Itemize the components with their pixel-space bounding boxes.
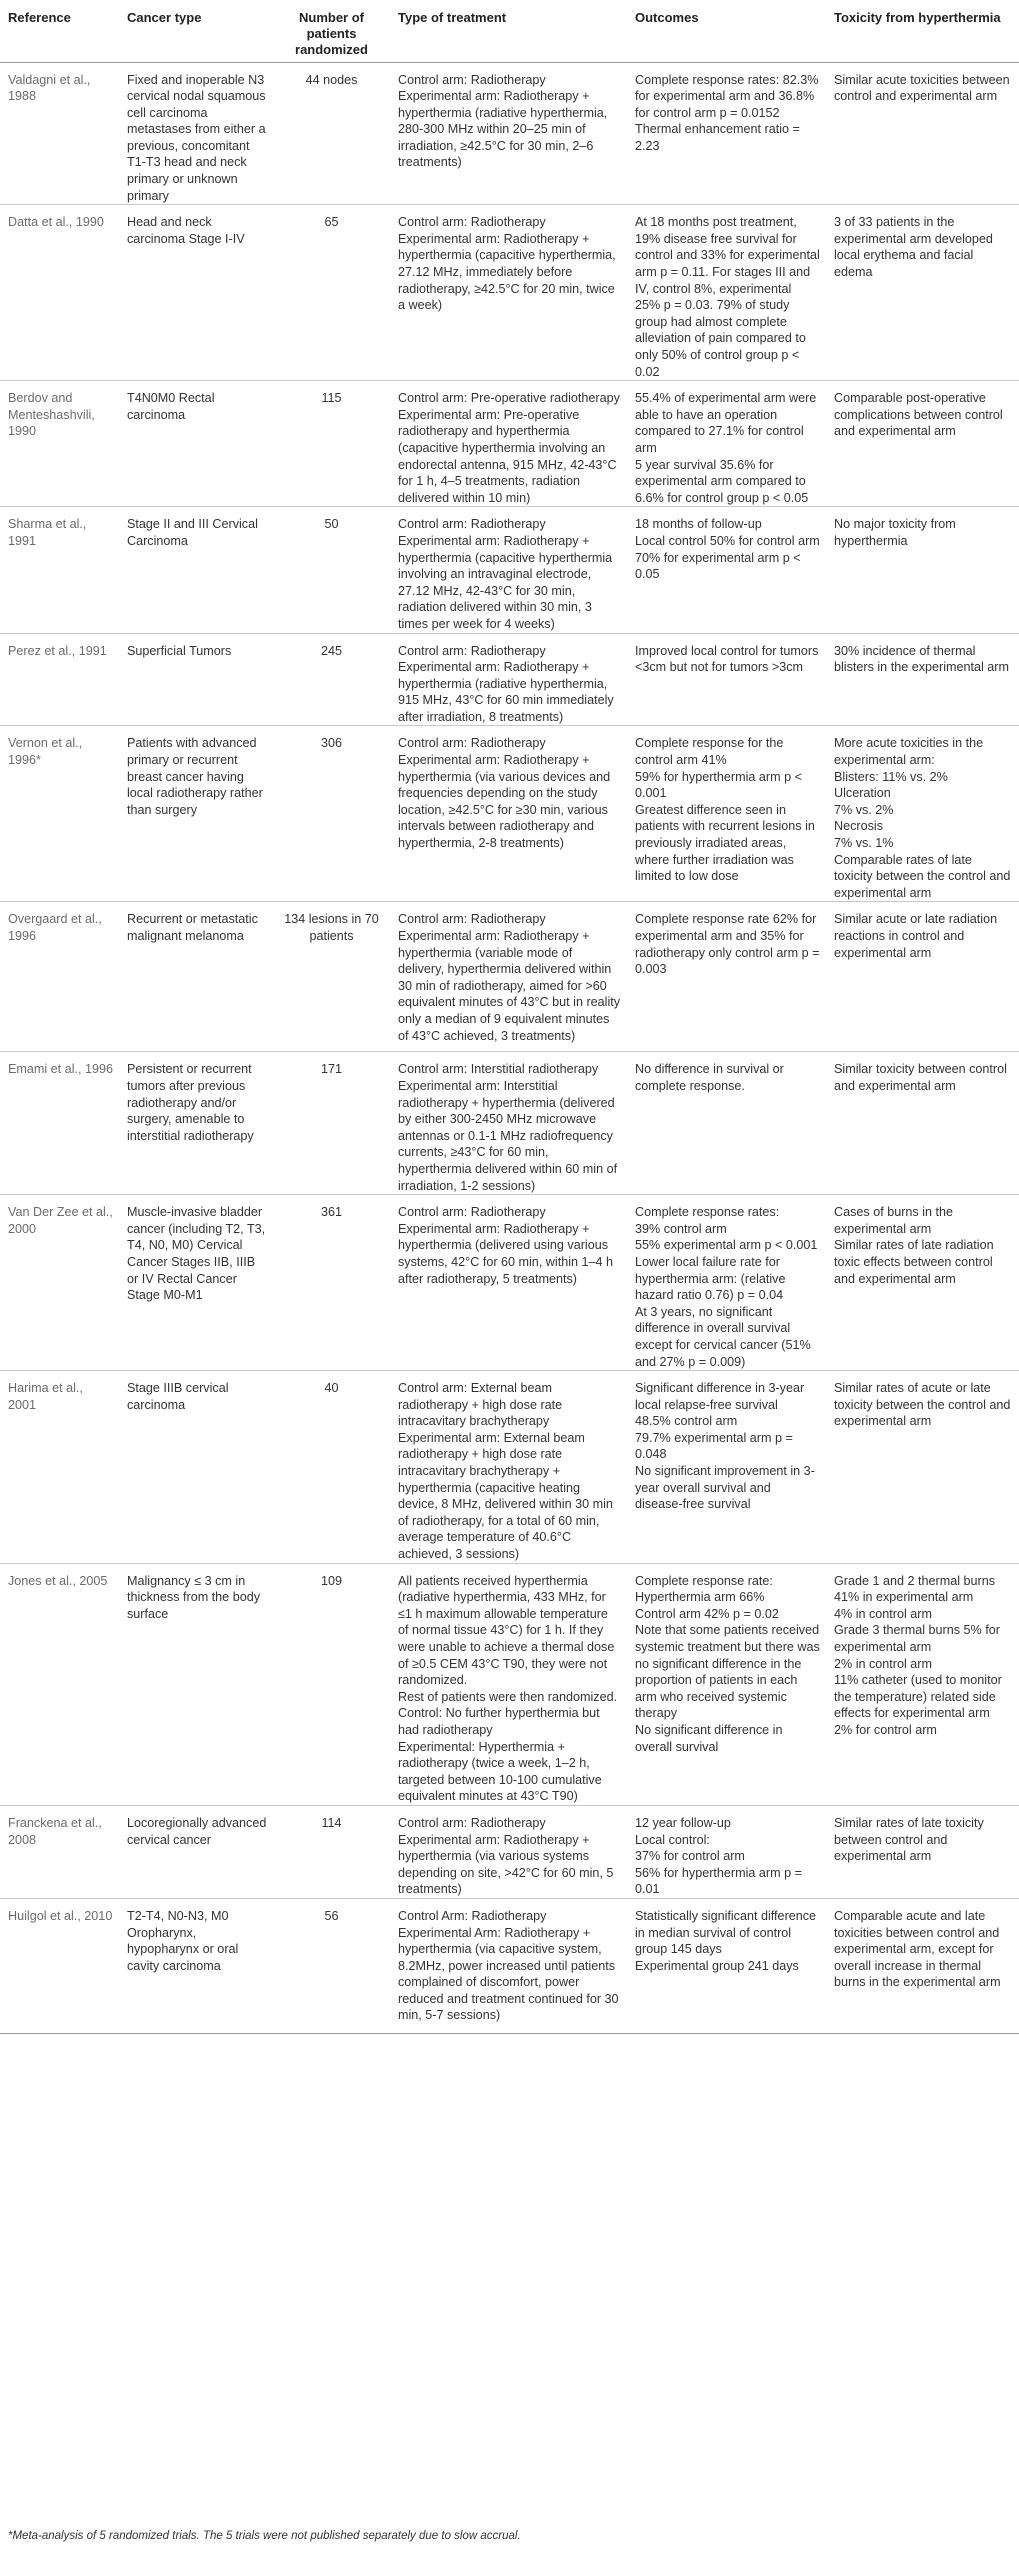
cell-reference: Jones et al., 2005 xyxy=(0,1563,119,1805)
cell-toxicity: No major toxicity from hyperthermia xyxy=(826,507,1019,633)
table-row xyxy=(0,62,1019,205)
cell-cancer-type: Muscle-invasive bladder cancer (including T2, T3, T4, N0, M0) Cervical Cancer Stages IIB, IIIB or IV Rectal Cancer Stage M0-M1 xyxy=(119,1195,273,1371)
cell-cancer-type: Superficial Tumors xyxy=(119,633,273,726)
cell-outcomes: 55.4% of experimental arm were able to have an operation compared to 27.1% for control arm 5 year survival 35.6% for experimental arm compared to 6.6% for control group p < 0.05 xyxy=(627,381,826,507)
header-row xyxy=(0,0,1019,62)
cell-reference: Sharma et al., 1991 xyxy=(0,507,119,633)
cell-reference: Franckena et al., 2008 xyxy=(0,1805,119,1898)
cell-outcomes: Complete response rates: 82.3% for experimental arm and 36.8% for control arm p = 0.0152 Thermal enhancement ratio = 2.23 xyxy=(627,62,826,205)
cell-reference: Harima et al., 2001 xyxy=(0,1371,119,1564)
cell-toxicity: 3 of 33 patients in the experimental arm developed local erythema and facial edema xyxy=(826,205,1019,381)
cell-treatment: Control arm: Radiotherapy Experimental arm: Radiotherapy + hyperthermia (delivered using various systems, 42°C for 60 min, within 1–4 h after radiotherapy, 5 treatments) xyxy=(390,1195,627,1371)
cell-toxicity: Similar toxicity between control and experimental arm xyxy=(826,1052,1019,1195)
cell-outcomes: Complete response rates: 39% control arm 55% experimental arm p < 0.001 Lower local failure rate for hyperthermia arm: (relative hazard ratio 0.76) p = 0.04 At 3 years, no significant difference in overall survival except for cervical cancer (51% and 27% p = 0.009) xyxy=(627,1195,826,1371)
table-row xyxy=(0,1563,1019,1805)
table-row xyxy=(0,902,1019,1052)
header-num-patients: Number of patients randomized xyxy=(273,0,390,62)
cell-toxicity: Similar rates of acute or late toxicity between the control and experimental arm xyxy=(826,1371,1019,1564)
header-cancer-type: Cancer type xyxy=(119,0,273,62)
cell-reference: Berdov and Menteshashvili, 1990 xyxy=(0,381,119,507)
cell-outcomes: Statistically significant difference in median survival of control group 145 days Experimental group 241 days xyxy=(627,1898,826,2033)
cell-treatment: Control arm: Radiotherapy Experimental arm: Radiotherapy + hyperthermia (variable mode of delivery, hyperthermia delivered within 30 min of radiotherapy, aimed for >60 equivalent minutes of 43°C but in reality only a median of 9 equivalent minutes of 43°C achieved, 3 treatments) xyxy=(390,902,627,1052)
cell-toxicity: More acute toxicities in the experimental arm: Blisters: 11% vs. 2% Ulceration 7% vs. 2% Necrosis 7% vs. 1% Comparable rates of late toxicity between the control and experimental arm xyxy=(826,726,1019,902)
cell-reference: Vernon et al., 1996* xyxy=(0,726,119,902)
cell-cancer-type: Stage II and III Cervical Carcinoma xyxy=(119,507,273,633)
cell-outcomes: Significant difference in 3-year local relapse-free survival 48.5% control arm 79.7% experimental arm p = 0.048 No significant improvement in 3-year overall survival and disease-free survival xyxy=(627,1371,826,1564)
cell-num-patients: 306 xyxy=(273,726,390,902)
cell-toxicity: 30% incidence of thermal blisters in the experimental arm xyxy=(826,633,1019,726)
cell-outcomes: Complete response rate 62% for experimental arm and 35% for radiotherapy only control arm p = 0.003 xyxy=(627,902,826,1052)
cell-num-patients: 40 xyxy=(273,1371,390,1564)
table-footnote: *Meta-analysis of 5 randomized trials. The 5 trials were not published separately due to slow accrual. xyxy=(8,2530,521,2542)
cell-cancer-type: Fixed and inoperable N3 cervical nodal squamous cell carcinoma metastases from either a previous, concomitant T1-T3 head and neck primary or unknown primary xyxy=(119,62,273,205)
cell-num-patients: 114 xyxy=(273,1805,390,1898)
table-body xyxy=(0,62,1019,2033)
cell-treatment: Control arm: Radiotherapy Experimental arm: Radiotherapy + hyperthermia (radiative hyperthermia, 915 MHz, 43°C for 60 min immediately after irradiation, 8 treatments) xyxy=(390,633,627,726)
cell-reference: Perez et al., 1991 xyxy=(0,633,119,726)
cell-cancer-type: Persistent or recurrent tumors after previous radiotherapy and/or surgery, amenable to interstitial radiotherapy xyxy=(119,1052,273,1195)
cell-treatment: Control arm: Radiotherapy Experimental arm: Radiotherapy + hyperthermia (capacitive hyperthermia, 27.12 MHz, immediately before radiotherapy, ≥42.5°C for 20 min, twice a week) xyxy=(390,205,627,381)
cell-treatment: Control arm: Radiotherapy Experimental arm: Radiotherapy + hyperthermia (via various systems depending on site, >42°C for 60 min, 5 treatments) xyxy=(390,1805,627,1898)
cell-num-patients: 65 xyxy=(273,205,390,381)
cell-num-patients: 245 xyxy=(273,633,390,726)
table-row xyxy=(0,507,1019,633)
cell-cancer-type: Stage IIIB cervical carcinoma xyxy=(119,1371,273,1564)
cell-cancer-type: Recurrent or metastatic malignant melanoma xyxy=(119,902,273,1052)
cell-outcomes: Complete response for the control arm 41% 59% for hyperthermia arm p < 0.001 Greatest difference seen in patients with recurrent lesions in previously irradiated areas, where further irradiation was limited to low dose xyxy=(627,726,826,902)
table-header xyxy=(0,0,1019,62)
table-row xyxy=(0,726,1019,902)
cell-treatment: Control arm: Radiotherapy Experimental arm: Radiotherapy + hyperthermia (capacitive hyperthermia involving an intravaginal electrode, 27.12 MHz, 42-43°C for 30 min, radiation delivered within 30 min, 3 times per week for 4 weeks) xyxy=(390,507,627,633)
cell-toxicity: Comparable post-operative complications between control and experimental arm xyxy=(826,381,1019,507)
cell-num-patients: 44 nodes xyxy=(273,62,390,205)
cell-treatment: Control Arm: Radiotherapy Experimental Arm: Radiotherapy + hyperthermia (via capacitive system, 8.2MHz, power increased until patients complained of discomfort, power reduced and treatment continued for 30 min, 5-7 sessions) xyxy=(390,1898,627,2033)
header-reference: Reference xyxy=(0,0,119,62)
cell-cancer-type: Malignancy ≤ 3 cm in thickness from the body surface xyxy=(119,1563,273,1805)
cell-toxicity: Similar rates of late toxicity between control and experimental arm xyxy=(826,1805,1019,1898)
cell-toxicity: Similar acute toxicities between control and experimental arm xyxy=(826,62,1019,205)
cell-num-patients: 50 xyxy=(273,507,390,633)
cell-outcomes: Improved local control for tumors <3cm but not for tumors >3cm xyxy=(627,633,826,726)
cell-reference: Huilgol et al., 2010 xyxy=(0,1898,119,2033)
table-row xyxy=(0,381,1019,507)
cell-treatment: Control arm: Interstitial radiotherapy Experimental arm: Interstitial radiotherapy + hyperthermia (delivered by either 300-2450 MHz microwave antennas or 0.1-1 MHz radiofrequency currents, ≥43°C for 60 min, hyperthermia delivered within 60 min of irradiation, 1-2 sessions) xyxy=(390,1052,627,1195)
cell-toxicity: Similar acute or late radiation reactions in control and experimental arm xyxy=(826,902,1019,1052)
cell-outcomes: At 18 months post treatment, 19% disease free survival for control and 33% for experimental arm p = 0.11. For stages III and IV, control 8%, experimental 25% p = 0.03. 79% of study group had almost complete alleviation of pain compared to only 50% of control group p < 0.02 xyxy=(627,205,826,381)
cell-treatment: Control arm: Radiotherapy Experimental arm: Radiotherapy + hyperthermia (via various devices and frequencies depending on the study location, ≥42.5°C for ≥30 min, various intervals between radiotherapy and hyperthermia, 2-8 treatments) xyxy=(390,726,627,902)
cell-cancer-type: Head and neck carcinoma Stage I-IV xyxy=(119,205,273,381)
cell-cancer-type: Locoregionally advanced cervical cancer xyxy=(119,1805,273,1898)
cell-num-patients: 171 xyxy=(273,1052,390,1195)
table-row xyxy=(0,1805,1019,1898)
cell-num-patients: 361 xyxy=(273,1195,390,1371)
header-treatment: Type of treatment xyxy=(390,0,627,62)
cell-outcomes: Complete response rate: Hyperthermia arm 66% Control arm 42% p = 0.02 Note that some patients received systemic treatment but there was no significant difference in the proportion of patients in each arm who received systemic therapy No significant difference in overall survival xyxy=(627,1563,826,1805)
cell-cancer-type: Patients with advanced primary or recurrent breast cancer having local radiotherapy rather than surgery xyxy=(119,726,273,902)
cell-toxicity: Cases of burns in the experimental arm Similar rates of late radiation toxic effects between control and experimental arm xyxy=(826,1195,1019,1371)
cell-outcomes: No difference in survival or complete response. xyxy=(627,1052,826,1195)
table-row xyxy=(0,1371,1019,1564)
table-row xyxy=(0,633,1019,726)
cell-cancer-type: T4N0M0 Rectal carcinoma xyxy=(119,381,273,507)
cell-treatment: Control arm: Pre-operative radiotherapy Experimental arm: Pre-operative radiotherapy and hyperthermia (capacitive hyperthermia involving an endorectal antenna, 915 MHz, 42-43°C for 1 h, 4–5 treatments, radiation delivered within 10 min) xyxy=(390,381,627,507)
cell-treatment: Control arm: Radiotherapy Experimental arm: Radiotherapy + hyperthermia (radiative hyperthermia, 280-300 MHz within 20–25 min of irradiation, ≥42.5°C for 30 min, 2–6 treatments) xyxy=(390,62,627,205)
cell-toxicity: Comparable acute and late toxicities between control and experimental arm, except for overall increase in thermal burns in the experimental arm xyxy=(826,1898,1019,2033)
cell-toxicity: Grade 1 and 2 thermal burns 41% in experimental arm 4% in control arm Grade 3 thermal burns 5% for experimental arm 2% in control arm 11% catheter (used to monitor the temperature) related side effects for experimental arm 2% for control arm xyxy=(826,1563,1019,1805)
cell-reference: Valdagni et al., 1988 xyxy=(0,62,119,205)
cell-num-patients: 109 xyxy=(273,1563,390,1805)
cell-num-patients: 134 lesions in 70 patients xyxy=(273,902,390,1052)
cell-num-patients: 115 xyxy=(273,381,390,507)
cell-reference: Van Der Zee et al., 2000 xyxy=(0,1195,119,1371)
table-row xyxy=(0,1898,1019,2033)
table-row xyxy=(0,1195,1019,1371)
cell-outcomes: 12 year follow-up Local control: 37% for control arm 56% for hyperthermia arm p = 0.01 xyxy=(627,1805,826,1898)
cell-reference: Emami et al., 1996 xyxy=(0,1052,119,1195)
cell-cancer-type: T2-T4, N0-N3, M0 Oropharynx, hypopharynx or oral cavity carcinoma xyxy=(119,1898,273,2033)
cell-reference: Datta et al., 1990 xyxy=(0,205,119,381)
header-outcomes: Outcomes xyxy=(627,0,826,62)
table-row xyxy=(0,1052,1019,1195)
cell-outcomes: 18 months of follow-up Local control 50% for control arm 70% for experimental arm p < 0.05 xyxy=(627,507,826,633)
table-row xyxy=(0,205,1019,381)
header-toxicity: Toxicity from hyperthermia xyxy=(826,0,1019,62)
cell-treatment: All patients received hyperthermia (radiative hyperthermia, 433 MHz, for ≤1 h maximum allowable temperature of normal tissue 43°C) for 1 h. If they were unable to achieve a thermal dose of ≥0.5 CEM 43°C T90, they were not randomized. Rest of patients were then randomized. Control: No further hyperthermia but had radiotherapy Experimental: Hyperthermia + radiotherapy (twice a week, 1–2 h, targeted between 10-100 cumulative equivalent minutes at 43°C T90) xyxy=(390,1563,627,1805)
cell-reference: Overgaard et al., 1996 xyxy=(0,902,119,1052)
cell-num-patients: 56 xyxy=(273,1898,390,2033)
cell-treatment: Control arm: External beam radiotherapy + high dose rate intracavitary brachytherapy Experimental arm: External beam radiotherapy + high dose rate intracavitary brachytherapy + hyperthermia (capacitive heating device, 8 MHz, delivered within 30 min of radiotherapy, for a total of 60 min, average temperature of 40.6°C achieved, 3 sessions) xyxy=(390,1371,627,1564)
